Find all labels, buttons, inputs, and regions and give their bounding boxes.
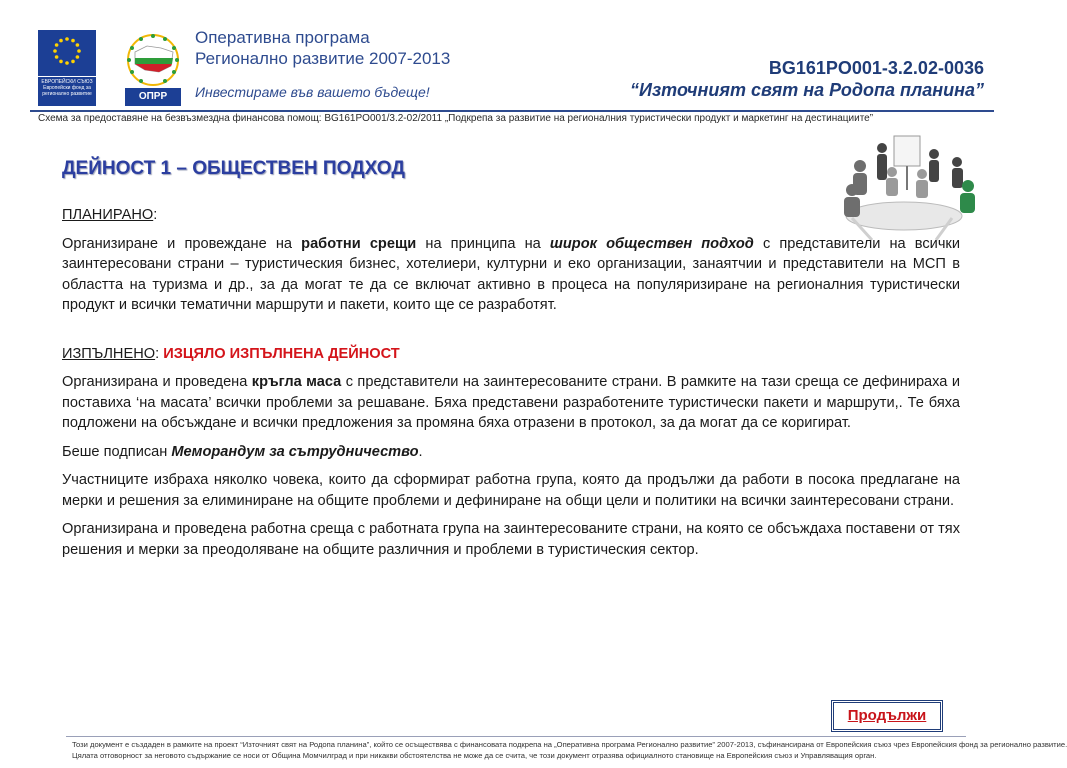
- eu-flag-icon: [38, 30, 96, 76]
- program-title-line1: Оперативна програма: [195, 28, 370, 47]
- footer-line-1: Този документ е създаден в рамките на проект “Източният свят на Родопа планина”, който се осъществява с финансовата подкрепа на „Оперативна програма Регионално развитие” 2007-2013, съфинансирана от Европейския съюз чрез Европейския фонд за регионално развитие.: [72, 740, 1067, 749]
- planned-text-a: Организиране и провеждане на: [62, 235, 302, 252]
- program-title-line2: Регионално развитие 2007-2013: [195, 49, 451, 68]
- planned-heading: [62, 205, 960, 226]
- planned-text-e: с представители на всички заинтересовани страни – туристическия бизнес, хотелиери, културни и еко организации, занаятчии и представители на МСП в областта на туризма и др., за да могат те да се включат активно в процеса на популяризиране на регионалния туристически продукт и всички тематични маршрути и пакети, които ще се разработят.: [62, 235, 960, 313]
- eu-caption: ЕВРОПЕЙСКИ СЪЮЗ Европейски фонд за регионално развитие: [38, 76, 96, 106]
- header-divider: [30, 110, 994, 112]
- continue-button[interactable]: Продължи: [831, 700, 943, 732]
- eu-logo: [38, 30, 96, 106]
- done-p2-a: Беше подписан: [62, 443, 172, 460]
- activity-title: ДЕЙНОСТ 1 – ОБЩЕСТВЕН ПОДХОД: [62, 158, 405, 179]
- bulgaria-map-icon: [125, 30, 181, 88]
- planned-paragraph: [62, 234, 960, 316]
- planned-text-b: работни срещи: [301, 235, 417, 252]
- done-status: ИЗЦЯЛО ИЗПЪЛНЕНА ДЕЙНОСТ: [163, 345, 400, 362]
- done-p2-c: .: [418, 443, 423, 460]
- done-colon: :: [155, 345, 164, 362]
- program-title: [195, 27, 450, 69]
- oprr-caption: ОПРР: [125, 88, 181, 106]
- planned-text-d: широк обществен подход: [549, 235, 754, 252]
- project-name: “Източният свят на Родопа планина”: [630, 80, 984, 100]
- done-paragraph-1: [62, 372, 960, 434]
- done-p2-b: Меморандум за сътрудничество: [171, 443, 419, 460]
- program-slogan: Инвестираме във вашето бъдеще!: [195, 84, 430, 100]
- planned-text-c: на принципа на: [416, 235, 550, 252]
- planned-label: ПЛАНИРАНО: [62, 207, 154, 223]
- done-p1-a: Организирана и проведена: [62, 374, 252, 390]
- content-body: [62, 205, 960, 568]
- done-label: ИЗПЪЛНЕНО: [62, 345, 156, 362]
- done-p1-b: кръгла маса: [251, 374, 342, 390]
- done-p1-c: с представители на заинтересованите страни. В рамките на тази среща се дефинираха и поставиха ‘на масата’ всички проблеми за решаване. Бяха представени разработените туристически пакети и маршрути,. Те бяха подложени на обсъждане и всички предложения за промяна бяха отразени в протокол, за да могат да се коригират.: [62, 374, 960, 431]
- footer-divider: [66, 736, 966, 737]
- scheme-line: Схема за предоставяне на безвъзмездна финансова помощ: BG161PO001/3.2-02/2011 „Подкрепа за развитие на регионалния туристически продукт и маркетинг на дестинациите”: [38, 113, 874, 124]
- footer-line-2: Цялата отговорност за неговото съдържание се носи от Община Момчилград и при никакви обстоятелства не може да се счита, че този документ отразява официалното становище на Европейския съюз и Управляващия орган.: [72, 751, 877, 760]
- done-paragraph-2: [62, 442, 960, 463]
- project-code: BG161PO001-3.2.02-0036: [768, 58, 984, 78]
- done-heading: [62, 344, 960, 365]
- done-paragraph-4: Организирана и проведена работна среща с работната група на заинтересованите страни, на която се обсъждаха поставени от тях решения и мерки за преодоляване на общите различния и проблеми в туристическия сектор.: [62, 521, 960, 558]
- planned-colon: :: [153, 207, 158, 223]
- oprr-logo: [125, 30, 181, 106]
- done-paragraph-3: Участниците избраха няколко човека, които да сформират работна група, която да продължи да работи в посока предлагане на мерки и решения за елиминиране на общите проблеми и дефиниране на общи цели и политики на всички заинтересовани страни.: [62, 472, 960, 509]
